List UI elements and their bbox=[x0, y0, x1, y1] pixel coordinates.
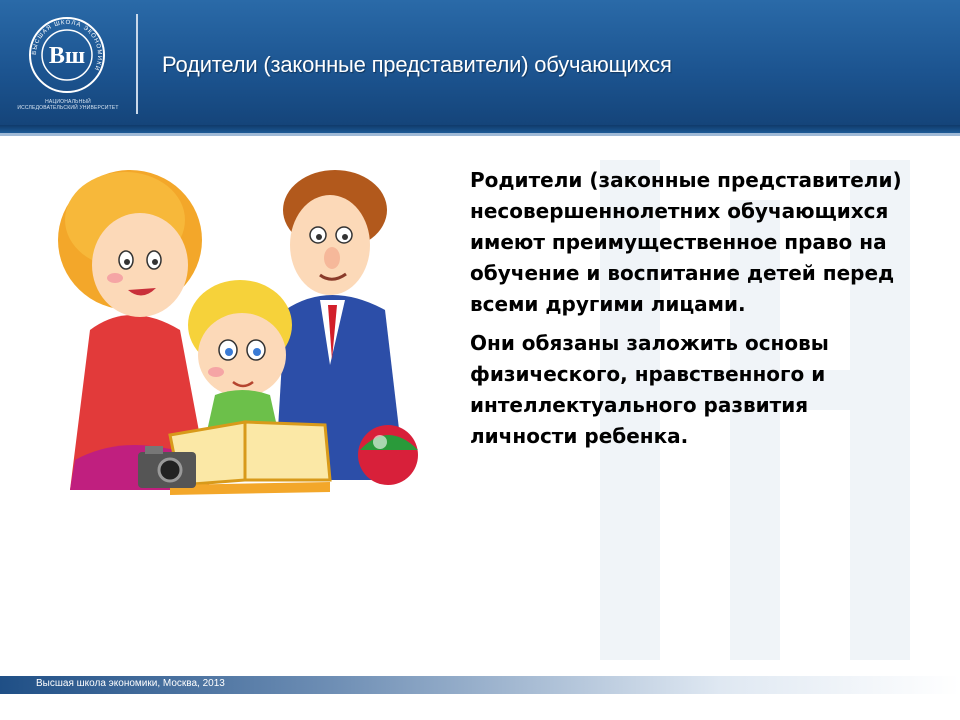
header-bottom-band bbox=[0, 125, 960, 133]
main-text bbox=[470, 165, 910, 452]
logo-letter: Вш bbox=[48, 43, 86, 69]
hse-logo bbox=[28, 16, 106, 94]
logo-caption: НАЦИОНАЛЬНЫЙ ИССЛЕДОВАТЕЛЬСКИЙ УНИВЕРСИТЕТ bbox=[17, 99, 119, 111]
family-illustration bbox=[30, 160, 450, 500]
paragraph-rights: Родители (законные представители) несовершеннолетних обучающихся имеют преимущественное право на обучение и воспитание детей перед всеми другими лицами. bbox=[470, 168, 902, 316]
paragraph-duties: Они обязаны заложить основы физического, нравственного и интеллектуального развития личности ребенка. bbox=[470, 331, 829, 448]
logo-ring-text: ВЫСШАЯ ШКОЛА ЭКОНОМИКИ bbox=[31, 19, 103, 72]
page-title: Родители (законные представители) обучающихся bbox=[162, 52, 672, 77]
header-underline bbox=[0, 133, 960, 136]
footer-caption: Высшая школа экономики, Москва, 2013 bbox=[36, 678, 225, 689]
header-divider bbox=[136, 14, 138, 114]
